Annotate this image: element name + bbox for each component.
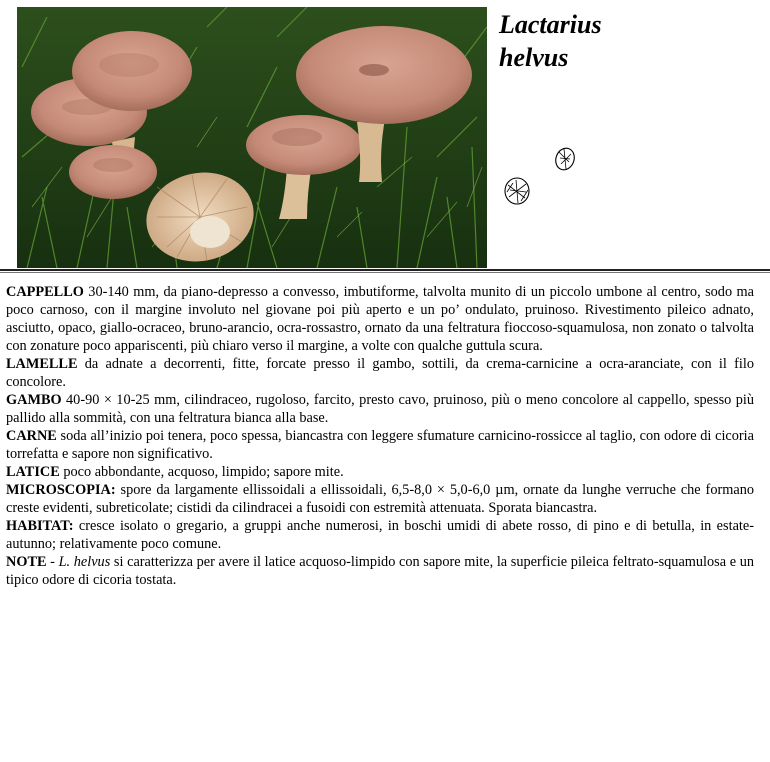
spore-icon [500,140,580,210]
section-label: GAMBO [6,392,62,408]
section-habitat [6,517,754,553]
section-label: LAMELLE [6,356,78,372]
section-lamelle [6,355,754,391]
species-abbreviation: L. helvus [58,554,111,570]
species-description [6,283,754,589]
divider-line [0,269,770,271]
section-text: soda all’inizio poi tenera, poco spessa, biancastra con leggere sfumature carnicino-rossicce al taglio, con odore di cicoria torrefatta e sapore non significativo. [6,428,754,462]
section-label: MICROSCOPIA: [6,482,116,498]
section-carne [6,427,754,463]
section-label: NOTE [6,554,47,570]
section-label: CARNE [6,428,57,444]
section-label: CAPPELLO [6,284,84,300]
section-text: da adnate a decorrenti, fitte, forcate presso il gambo, sottili, da crema-carnicine a ocra-aranciate, con il filo concolore. [6,356,754,390]
section-text: 30-140 mm, da piano-depresso a convesso, imbutiforme, talvolta munito di un piccolo umbone al centro, sodo ma poco carnoso, con il margine involuto nel giovane poi più aperto e un po’ ondulato, pruinoso. Rivestimento pileico adnato, asciutto, opaco, giallo-ocraceo, bruno-arancio, ocra-rossastro, ornato da una feltratura fioccoso-squamulosa, non zonato o talvolta con zonature poco appariscenti, più chiaro verso il margine, a volte con qualche guttula scura. [6,284,754,354]
section-gambo [6,391,754,427]
section-label: LATICE [6,464,60,480]
species-name: helvus [499,43,569,72]
note-prefix: - [46,554,59,570]
section-cappello [6,283,754,355]
section-label: HABITAT: [6,518,74,534]
mushroom-photo [17,7,487,268]
species-title [499,8,759,74]
section-text: poco abbondante, acquoso, limpido; sapore mite. [59,464,344,480]
section-note [6,553,754,589]
section-latice [6,463,754,481]
section-microscopia [6,481,754,517]
section-text: 40-90 × 10-25 mm, cilindraceo, rugoloso, farcito, presto cavo, pruinoso, più o meno concolore al cappello, spesso più pallido alla sommità, con una feltratura bianca alla base. [6,392,754,426]
section-text: cresce isolato o gregario, a gruppi anche numerosi, in boschi umidi di abete rosso, di pino e di betulla, in estate-autunno; relativamente poco comune. [6,518,754,552]
spore-drawing [500,140,580,210]
section-text: si caratterizza per avere il latice acquoso-limpido con sapore mite, la superficie pileica feltrato-squamulosa e un tipico odore di cicoria tostata. [6,554,755,588]
divider-line-thin [0,272,770,273]
section-text: spore da largamente ellissoidali a ellissoidali, 6,5-8,0 × 5,0-6,0 µm, ornate da lunghe verruche che formano creste evidenti, subreticolate; cistidi da cilindracei a fusoidi con estremità attenuata. Sporata biancastra. [6,482,754,516]
mushroom-illustration [17,7,487,268]
genus-name: Lactarius [499,10,602,39]
